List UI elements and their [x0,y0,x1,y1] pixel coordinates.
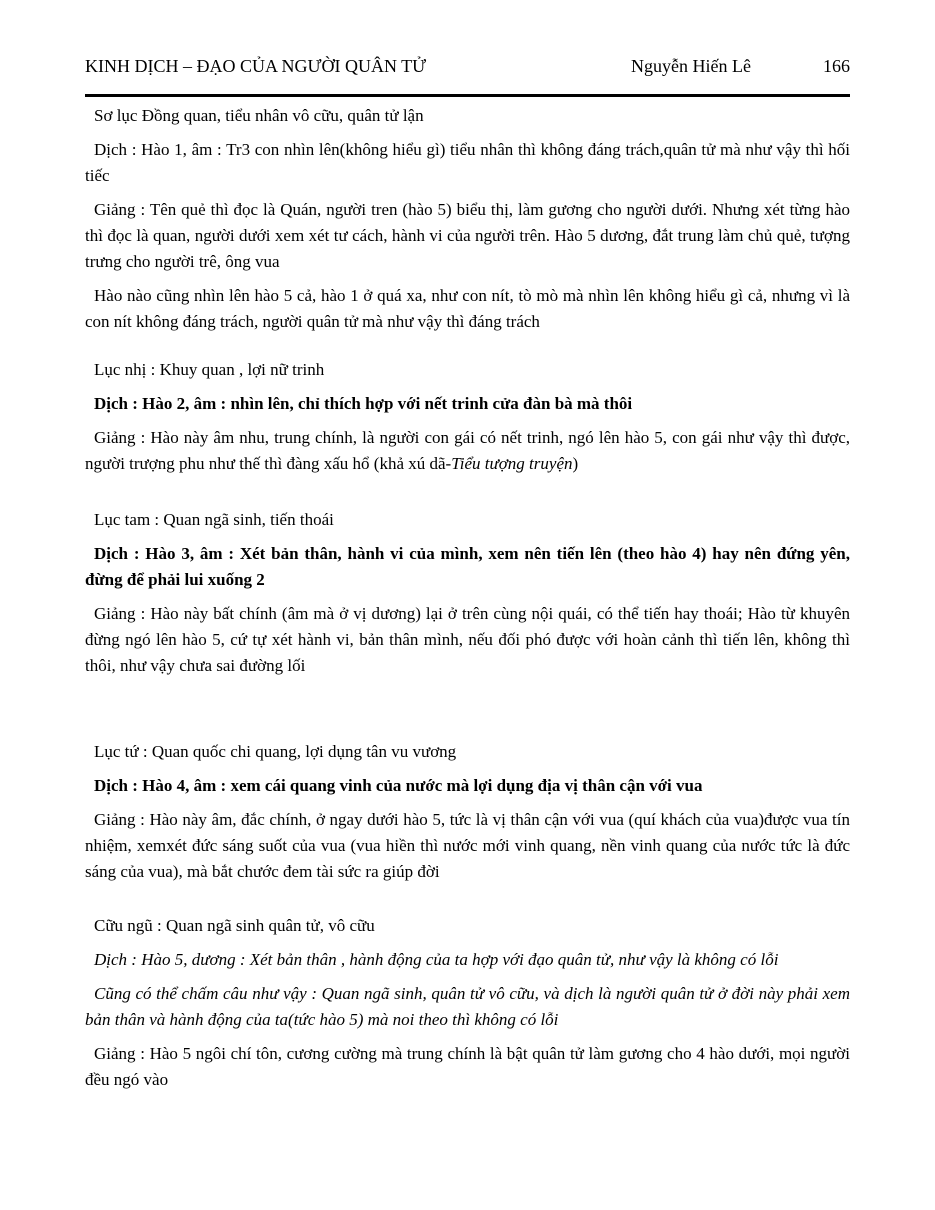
paragraph-giang-hao-2-close: ) [572,454,579,473]
paragraph-giang-hao-2-text: Giảng : Hào này âm nhu, trung chính, là người con gái có nết trinh, ngó lên hào 5, con gái như vậy thì được, người trượng phu như thế thì đàng xấu hổ (khả xú dã- [85,428,850,473]
paragraph-giang-hao-1: Giảng : Tên quẻ thì đọc là Quán, người tren (hào 5) biểu thị, làm gương cho người dưới. Nhưng xét từng hào thì đọc là quan, người dưới xem xét tư cách, hành vi của người trên. Hào 5 dương, đắt trung làm chủ quẻ, tượng trưng cho người trê, ông vua [85,200,850,271]
paragraph-dich-hao-4: Dịch : Hào 4, âm : xem cái quang vinh của nước mà lợi dụng địa vị thân cận với vua [94,776,703,795]
paragraph-hao-nao: Hào nào cũng nhìn lên hào 5 cả, hào 1 ở quá xa, như con nít, tò mò mà nhìn lên không hiểu gì cả, nhưng vì là con nít không đáng trách, người quân tử mà như vậy thì đáng trách [85,286,850,331]
paragraph-giang-hao-2 [85,425,850,477]
header-rule [85,94,850,97]
paragraph-luc-tu: Lục tứ : Quan quốc chi quang, lợi dụng tân vu vương [94,742,457,761]
page-header [85,56,850,77]
paragraph-so-luc: Sơ lục Đồng quan, tiểu nhân vô cữu, quân tử lận [94,106,424,125]
paragraph-giang-hao-4: Giảng : Hào này âm, đắc chính, ở ngay dưới hào 5, tức là vị thân cận với vua (quí khách của vua)được vua tín nhiệm, xemxét đức sáng suốt của vua (vua hiền thì nước mới vinh quang, nền vinh quang của nước tức là đức sáng của vua), mà bắt chước đem tài sức ra giúp đời [85,810,850,881]
book-title: KINH DỊCH – ĐẠO CỦA NGƯỜI QUÂN TỬ [85,56,427,76]
paragraph-giang-hao-5: Giảng : Hào 5 ngôi chí tôn, cương cường mà trung chính là bật quân tử làm gương cho 4 hào dưới, mọi người đều ngó vào [85,1044,850,1089]
paragraph-cung-co-the: Cũng có thể chấm câu như vậy : Quan ngã sinh, quân tử vô cữu, và dịch là người quân tử ở đời này phải xem bản thân và hành động của ta(tức hào 5) mà noi theo thì không có lỗi [85,984,850,1029]
paragraph-giang-hao-2-italic: Tiểu tượng truyện [451,454,573,473]
paragraph-dich-hao-5: Dịch : Hào 5, dương : Xét bản thân , hành động của ta hợp với đạo quân tử, như vậy là không có lỗi [94,950,779,969]
paragraph-cuu-ngu: Cữu ngũ : Quan ngã sinh quân tử, vô cữu [94,916,375,935]
paragraph-dich-hao-2: Dịch : Hào 2, âm : nhìn lên, chỉ thích hợp với nết trinh cửa đàn bà mà thôi [94,394,633,413]
paragraph-dich-hao-1: Dịch : Hào 1, âm : Tr3 con nhìn lên(không hiểu gì) tiểu nhân thì không đáng trách,quân tử mà như vậy thì hối tiếc [85,140,850,185]
paragraph-dich-hao-3: Dịch : Hào 3, âm : Xét bản thân, hành vi của mình, xem nên tiến lên (theo hào 4) hay nên đứng yên, đừng để phải lui xuống 2 [85,544,850,589]
paragraph-giang-hao-3: Giảng : Hào này bất chính (âm mà ở vị dương) lại ở trên cùng nội quái, có thể tiến hay thoái; Hào từ khuyên đừng ngó lên hào 5, cứ tự xét hành vi, bản thân mình, nếu đối phó được với hoàn cảnh thì tiến lên, không thì thôi, như vậy chưa sai đường lối [85,604,850,675]
document-body [85,103,850,1093]
page-number: 166 [823,56,850,76]
paragraph-luc-nhi: Lục nhị : Khuy quan , lợi nữ trinh [94,360,325,379]
author-name: Nguyễn Hiến Lê [631,56,751,76]
paragraph-luc-tam: Lục tam : Quan ngã sinh, tiến thoái [94,510,334,529]
